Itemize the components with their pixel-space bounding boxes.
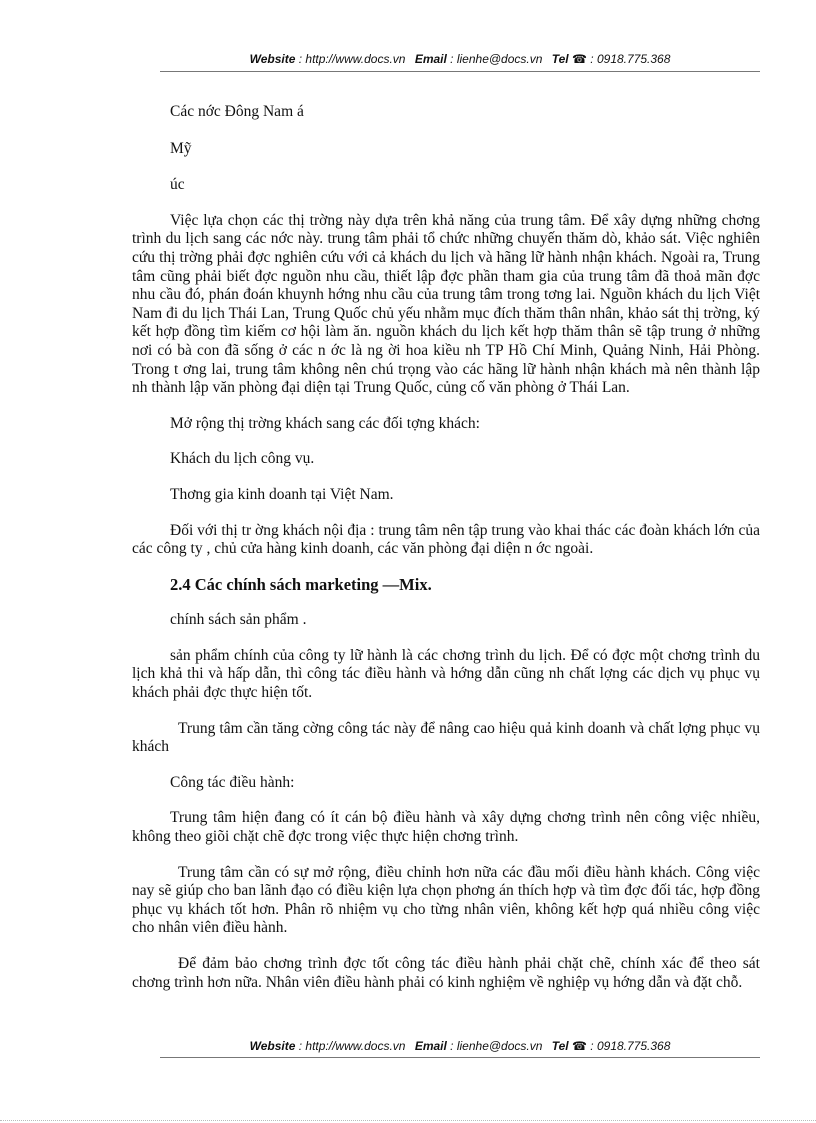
section-heading: 2.4 Các chính sách marketing —Mix.: [170, 574, 432, 594]
list-item-usa: Mỹ: [170, 139, 192, 157]
phone-icon: ☎: [572, 52, 587, 66]
header-website-value: : http://www.docs.vn: [298, 52, 406, 66]
header-tel-label: Tel: [551, 52, 569, 66]
paragraph-product-policy: chính sách sản phẩm .: [170, 611, 307, 629]
header-email-label: Email: [414, 52, 447, 66]
footer-tel-label: Tel: [551, 1039, 569, 1053]
header-email-value: : lienhe@docs.vn: [450, 52, 543, 66]
footer-website-value: : http://www.docs.vn: [298, 1039, 406, 1053]
paragraph-business-travelers: Khách du lịch công vụ.: [170, 450, 315, 468]
paragraph-current-staff: Trung tâm hiện đang có ít cán bộ điều hành và xây dựng chơng trình nên công việc nhiều, không theo giõi chặt chẽ đợc trong việc thực hiện chơng trình.: [132, 809, 760, 846]
paragraph-traders: Thơng gia kinh doanh tại Việt Nam.: [170, 485, 394, 503]
header-divider: [160, 71, 760, 72]
footer-divider: [160, 1057, 760, 1058]
list-item-southeast-asia: Các nớc Đông Nam á: [170, 103, 304, 120]
footer-website-label: Website: [249, 1039, 296, 1053]
paragraph-main-product: sản phẩm chính của công ty lữ hành là các chơng trình du lịch. Để có đợc một chơng trình du lịch khả thi và hấp dẫn, thì công tác điều hành và hớng dẫn cũng nh chất lợng các dịch vụ phục vụ khách phải đợc thực hiện tốt.: [132, 646, 760, 702]
paragraph-operations-title: Công tác điều hành:: [170, 773, 295, 791]
header-tel-value: : 0918.775.368: [590, 52, 671, 66]
page-header: [160, 52, 760, 66]
footer-tel-value: : 0918.775.368: [590, 1039, 671, 1053]
phone-icon: ☎: [572, 1039, 587, 1053]
paragraph-ensure-quality: Để đảm bảo chơng trình đợc tốt công tác điều hành phải chặt chẽ, chính xác để theo sát chơng trình hơn nữa. Nhân viên điều hành phải có kinh nghiệm về nghiệp vụ hớng dẫn và đặt chỗ.: [132, 955, 760, 991]
list-item-australia: úc: [170, 176, 185, 194]
paragraph-expansion: Trung tâm cần có sự mở rộng, điều chỉnh hơn nữa các đầu mối điều hành khách. Công việc nay sẽ giúp cho ban lãnh đạo có điều kiện lựa chọn phơng án thích hợp và tìm đợc đối tác, hợp đồng phục vụ khách tốt hơn. Phân rõ nhiệm vụ cho từng nhân viên, không kết hợp quá nhiều công việc cho nhân viên điều hành.: [132, 863, 760, 937]
paragraph-domestic-market: Đối với thị tr ờng khách nội địa : trung tâm nên tập trung vào khai thác các đoàn khách lớn của các công ty , chủ cửa hàng kinh doanh, các văn phòng đại diện n ớc ngoài.: [132, 521, 760, 558]
footer-email-label: Email: [414, 1039, 447, 1053]
page-bottom-edge: [0, 1120, 816, 1121]
document-body: [132, 103, 760, 992]
paragraph-expand-market: Mở rộng thị trờng khách sang các đối tợng khách:: [170, 414, 480, 432]
header-website-label: Website: [249, 52, 296, 66]
paragraph-market-selection: Việc lựa chọn các thị trờng này dựa trên khả năng của trung tâm. Để xây dựng những chơng trình du lịch sang các nớc này. trung tâm phải tổ chức những chuyến thăm dò, khảo sát. Việc nghiên cứu thị trờng phải đợc nghiên cứu với cả khách du lịch và hãng lữ hành nhận khách. Ngoài ra, Trung tâm cũng phải biết đợc nguồn nhu cầu, thiết lập đợc phần tham gia của trung tâm đã thoả mãn đợc nhu cầu đó, phán đoán khuynh hớng nhu cầu của trung tâm trong tơng lai. Nguồn khách du lịch Việt Nam đi du lịch Thái Lan, Trung Quốc chủ yếu nhằm mục đích thăm thân nhân, khảo sát thị trờng, ký kết hợp đồng tìm kiếm cơ hội làm ăn. nguồn khách du lịch kết hợp thăm thân sẽ tập trung ở những nơi có bà con đã sống ở các n ớc là ng ời hoa kiều nh TP Hồ Chí Minh, Quảng Ninh, Hải Phòng. Trong t ơng lai, trung tâm không nên chú trọng vào các hãng lữ hành nhận khách mà nên thành lập nh thành lập văn phòng đại diện tại Trung Quốc, củng cố văn phòng ở Thái Lan.: [132, 211, 760, 397]
footer-email-value: : lienhe@docs.vn: [450, 1039, 543, 1053]
paragraph-strengthen: Trung tâm cần tăng cờng công tác này để nâng cao hiệu quả kinh doanh và chất lợng phục vụ khách: [132, 719, 760, 756]
page-footer: [160, 1039, 760, 1053]
